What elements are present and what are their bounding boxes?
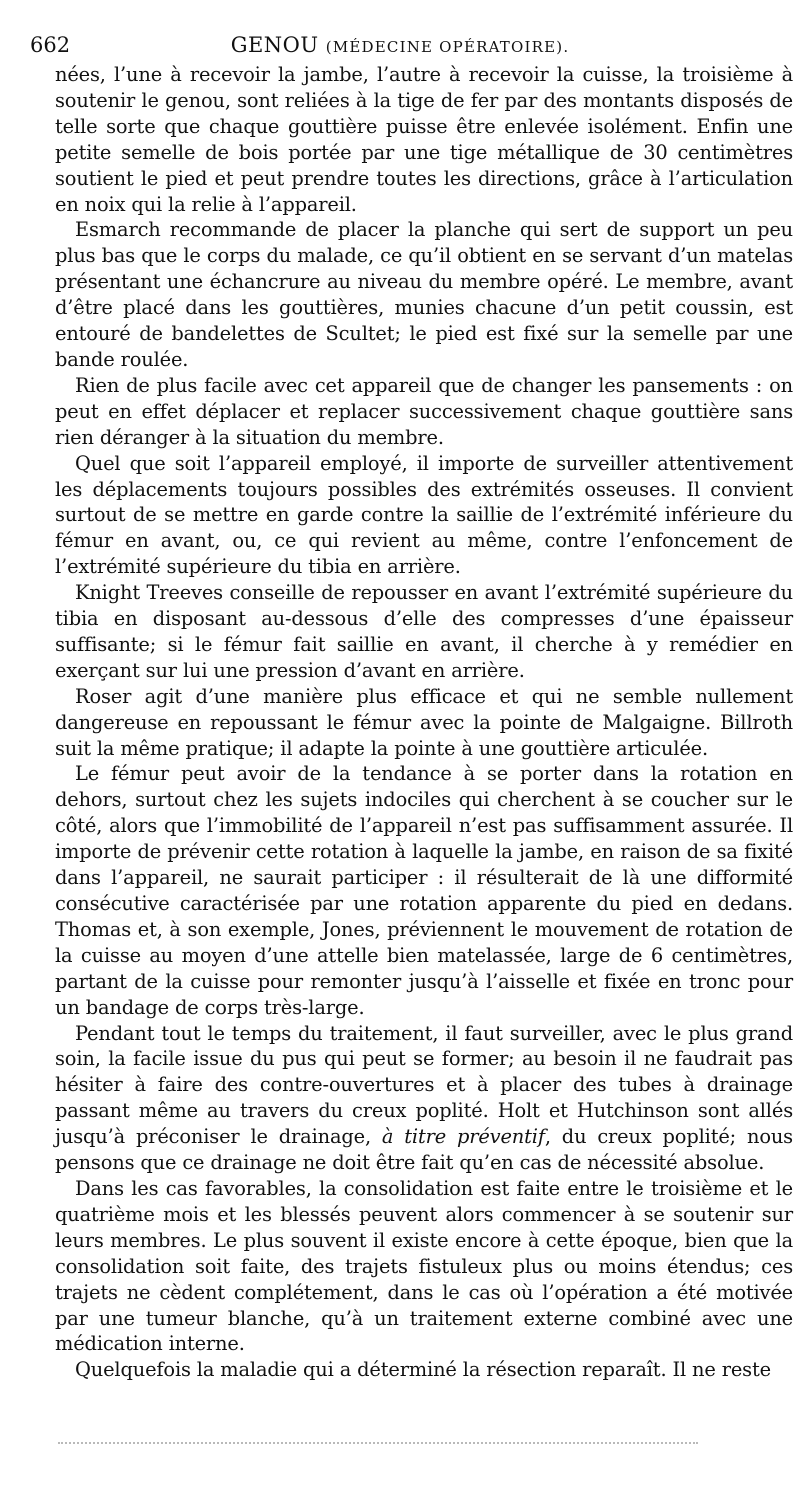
- running-head-title: GENOU: [230, 33, 319, 57]
- paragraph-continued: nées, l’une à recevoir la jambe, l’autre à recevoir la cuisse, la troisième à soutenir le genou, sont reliées à la tige de fer par des montants disposés de telle sorte que chaque gouttière puisse être enlevée isolément. Enfin une petite semelle de bois portée par une tige métallique de 30 centimètres soutient le pied et peut prendre toutes les directions, grâce à l’articulation en noix qui la relie à l’appareil.: [55, 63, 793, 216]
- running-head-subtitle: (MÉDECINE OPÉRATOIRE).: [325, 38, 570, 56]
- body-text: [55, 62, 793, 1383]
- drainage-text-after: , du creux poplité; nous pensons que ce drainage ne doit être fait qu’en cas de nécessité absolue.: [55, 1125, 793, 1175]
- paragraph-deplacements: Quel que soit l’appareil employé, il importe de surveiller attentivement les déplacements toujours possibles des extrémités osseuses. Il convient surtout de se mettre en garde contre la saillie de l’extrémité inférieure du fémur en avant, ou, ce qui revient au même, contre l’enfoncement de l’extrémité supérieure du tibia en arrière.: [55, 451, 793, 579]
- running-head: [30, 30, 770, 62]
- paragraph-knight-treeves: Knight Treeves conseille de repousser en avant l’extrémité supérieure du tibia en disposant au-dessous d’elle des compresses d’une épaisseur suffisante; si le fémur fait saillie en avant, il cherche à y remédier en exerçant sur lui une pression d’avant en arrière.: [55, 581, 793, 682]
- paragraph-roser: Roser agit d’une manière plus efficace et qui ne semble nullement dangereuse en repoussant le fémur avec la pointe de Malgaigne. Billroth suit la même pratique; il adapte la pointe à une gouttière articulée.: [55, 684, 793, 760]
- paragraph-esmarch: Esmarch recommande de placer la planche qui sert de support un peu plus bas que le corps du malade, ce qu’il obtient en se servant d’un matelas présentant une échancrure au niveau du membre opéré. Le membre, avant d’être placé dans les gouttières, munies chacune d’un petit coussin, est entouré de bandelettes de Scultet; le pied est fixé sur la semelle par une bande roulée.: [55, 218, 793, 371]
- paragraph-drainage: [55, 1021, 793, 1176]
- drainage-emphasis: à titre préventif: [381, 1125, 545, 1149]
- footer-rule: [58, 1442, 698, 1444]
- page-header: [30, 30, 770, 60]
- paragraph-consolidation: Dans les cas favorables, la consolidation est faite entre le troisième et le quatrième mois et les blessés peuvent alors commencer à se soutenir sur leurs membres. Le plus souvent il existe encore à cette époque, bien que la consolidation soit faite, des trajets fistuleux plus ou moins étendus; ces trajets ne cèdent complétement, dans le cas où l’opération a été motivée par une tumeur blanche, qu’à un traitement externe combiné avec une médication interne.: [55, 1176, 793, 1356]
- drainage-text-before: Pendant tout le temps du traitement, il faut surveiller, avec le plus grand soin, la facile issue du pus qui peut se former; au besoin il ne faudrait pas hésiter à faire des contre-ouvertures et à placer des tubes à drainage passant même au travers du creux poplité. Holt et Hutchinson sont allés jusqu’à préconiser le drainage,: [55, 1021, 793, 1149]
- paragraph-rotation: Le fémur peut avoir de la tendance à se porter dans la rotation en dehors, surtout chez les sujets indociles qui cherchent à se coucher sur le côté, alors que l’immobilité de l’appareil n’est pas suffisamment assurée. Il importe de prévenir cette rotation à laquelle la jambe, en raison de sa fixité dans l’appareil, ne saurait participer : il résulterait de là une difformité consécutive caractérisée par une rotation apparente du pied en dedans. Thomas et, à son exemple, Jones, préviennent le mouvement de rotation de la cuisse au moyen d’une attelle bien matelassée, large de 6 centimètres, partant de la cuisse pour remonter jusqu’à l’aisselle et fixée en tronc pour un bandage de corps très-large.: [55, 762, 793, 1019]
- page-number: 662: [30, 33, 71, 57]
- paragraph-pansements: Rien de plus facile avec cet appareil que de changer les pansements : on peut en effet déplacer et replacer successivement chaque gouttière sans rien déranger à la situation du membre.: [55, 373, 793, 449]
- paragraph-recidive: Quelquefois la maladie qui a déterminé la résection reparaît. Il ne reste: [75, 1358, 771, 1382]
